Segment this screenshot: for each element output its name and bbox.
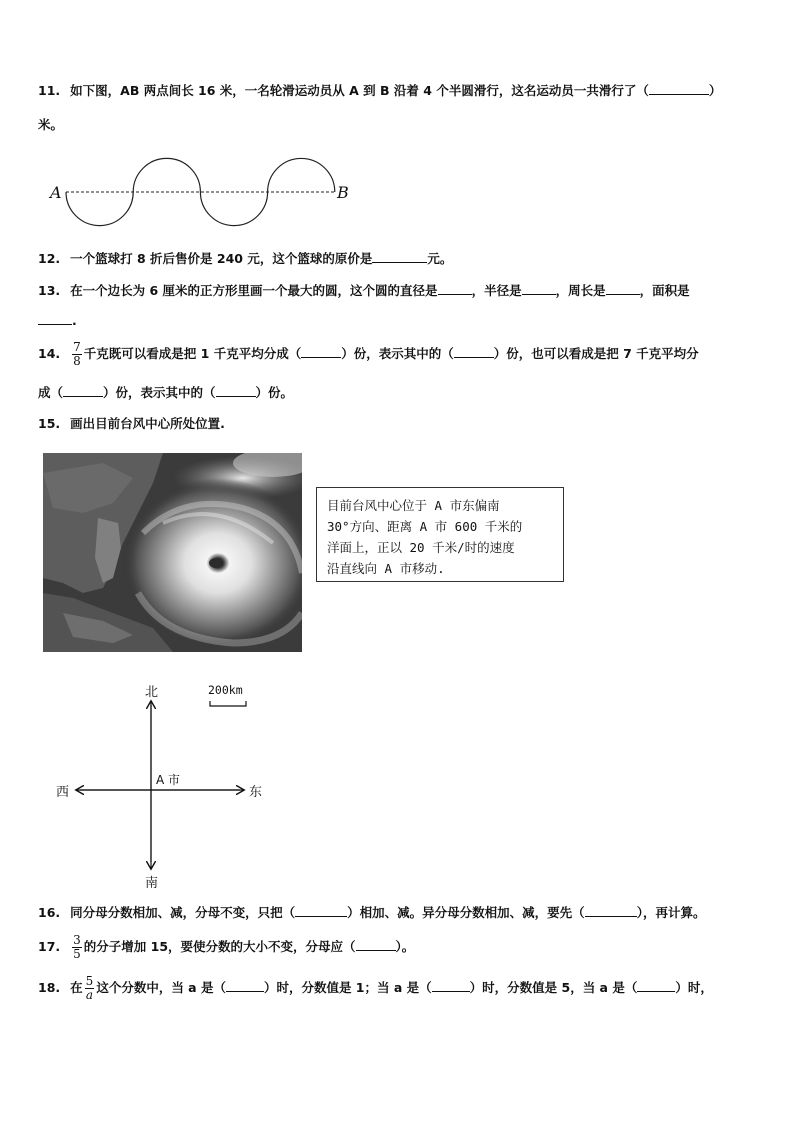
- info-line-1: 目前台风中心位于 A 市东偏南: [327, 498, 500, 513]
- q12-text: 一个篮球打 8 折后售价是 240 元，这个篮球的原价是: [70, 251, 373, 266]
- q17-frac-denominator: 5: [73, 947, 81, 961]
- q14-frac-denominator: 8: [73, 354, 81, 368]
- city-a-label: A 市: [156, 773, 181, 787]
- north-label: 北: [145, 685, 159, 700]
- q18-text-1: 这个分数中，当 a 是（: [96, 980, 226, 995]
- q17-text-1: 的分子增加 15，要使分数的大小不变，分母应（: [83, 939, 356, 954]
- q11-close: ）: [708, 83, 722, 98]
- q14-text-1: 千克既可以看成是把 1 千克平均分成（: [83, 346, 302, 361]
- q16-text-1: 同分母分数相加、减，分母不变，只把（: [70, 905, 296, 920]
- q17-fraction: [72, 934, 82, 961]
- q13-end: .: [72, 313, 77, 328]
- q18-line: [38, 975, 713, 1002]
- q18-text-3: ）时，分数值是 5，当 a 是（: [469, 980, 638, 995]
- west-label: 西: [56, 785, 70, 800]
- q13-area-text: ，面积是: [639, 283, 690, 298]
- q12-number: 12.: [38, 251, 61, 266]
- point-a-label: A: [50, 183, 62, 202]
- q16-text-2: ）相加、减。异分母分数相加、减，要先（: [347, 905, 585, 920]
- east-label: 东: [249, 785, 263, 800]
- q12-after: 元。: [427, 251, 453, 266]
- scale-label: 200km: [208, 683, 243, 697]
- point-b-label: B: [337, 183, 349, 202]
- q18-frac-denominator: a: [85, 988, 94, 1002]
- q13-text: 在一个边长为 6 厘米的正方形里画一个最大的圆，这个圆的直径是: [70, 283, 438, 298]
- q14-number: 14.: [38, 346, 61, 361]
- q16-text-3: ），再计算。: [636, 905, 706, 920]
- q16-number: 16.: [38, 905, 61, 920]
- q11-text: 如下图，AB 两点间长 16 米，一名轮滑运动员从 A 到 B 沿着 4 个半圆滑行，这名运动员一共滑行了（: [70, 83, 649, 98]
- q18-pre: 在: [70, 980, 83, 995]
- q18-blank-3[interactable]: [637, 979, 675, 992]
- q11-unit: 米。: [38, 117, 64, 132]
- info-line-4: 沿直线向 A 市移动.: [327, 561, 445, 576]
- q14-text-2: ）份，表示其中的（: [341, 346, 454, 361]
- q18-fraction: [85, 975, 95, 1002]
- q17-text-2: ）。: [395, 939, 415, 954]
- q18-number: 18.: [38, 980, 61, 995]
- q17-blank[interactable]: [356, 938, 396, 951]
- q14-text-6: ）份。: [255, 385, 294, 400]
- q14-frac-numerator: 7: [73, 340, 81, 354]
- q13-number: 13.: [38, 283, 61, 298]
- south-label: 南: [145, 876, 159, 891]
- q18-text-2: ）时，分数值是 1；当 a 是（: [263, 980, 432, 995]
- q15-text: 画出目前台风中心所处位置.: [70, 416, 225, 431]
- q11-number: 11.: [38, 83, 61, 98]
- q16-blank-1[interactable]: [295, 904, 347, 917]
- q14-text-3: ）份，也可以看成是把 7 千克平均分: [493, 346, 699, 361]
- q13-perimeter-text: ，周长是: [555, 283, 606, 298]
- info-line-3: 洋面上，正以 20 千米/时的速度: [327, 540, 515, 555]
- q18-blank-1[interactable]: [226, 979, 264, 992]
- q14-text-4: 成（: [38, 385, 64, 400]
- q18-frac-numerator: 5: [85, 974, 94, 988]
- q13-radius-text: ，半径是: [471, 283, 522, 298]
- q18-blank-2[interactable]: [432, 979, 470, 992]
- info-line-2: 30°方向、距离 A 市 600 千米的: [327, 519, 523, 534]
- q17-number: 17.: [38, 939, 61, 954]
- scale-bar: [210, 701, 246, 706]
- q18-text-4: ）时，: [675, 980, 713, 995]
- q16-blank-2[interactable]: [585, 904, 637, 917]
- q16-line: [38, 904, 705, 922]
- q14-text-5: ）份，表示其中的（: [103, 385, 216, 400]
- q17-frac-numerator: 3: [73, 933, 81, 947]
- q17-line: [38, 934, 414, 961]
- q15-number: 15.: [38, 416, 61, 431]
